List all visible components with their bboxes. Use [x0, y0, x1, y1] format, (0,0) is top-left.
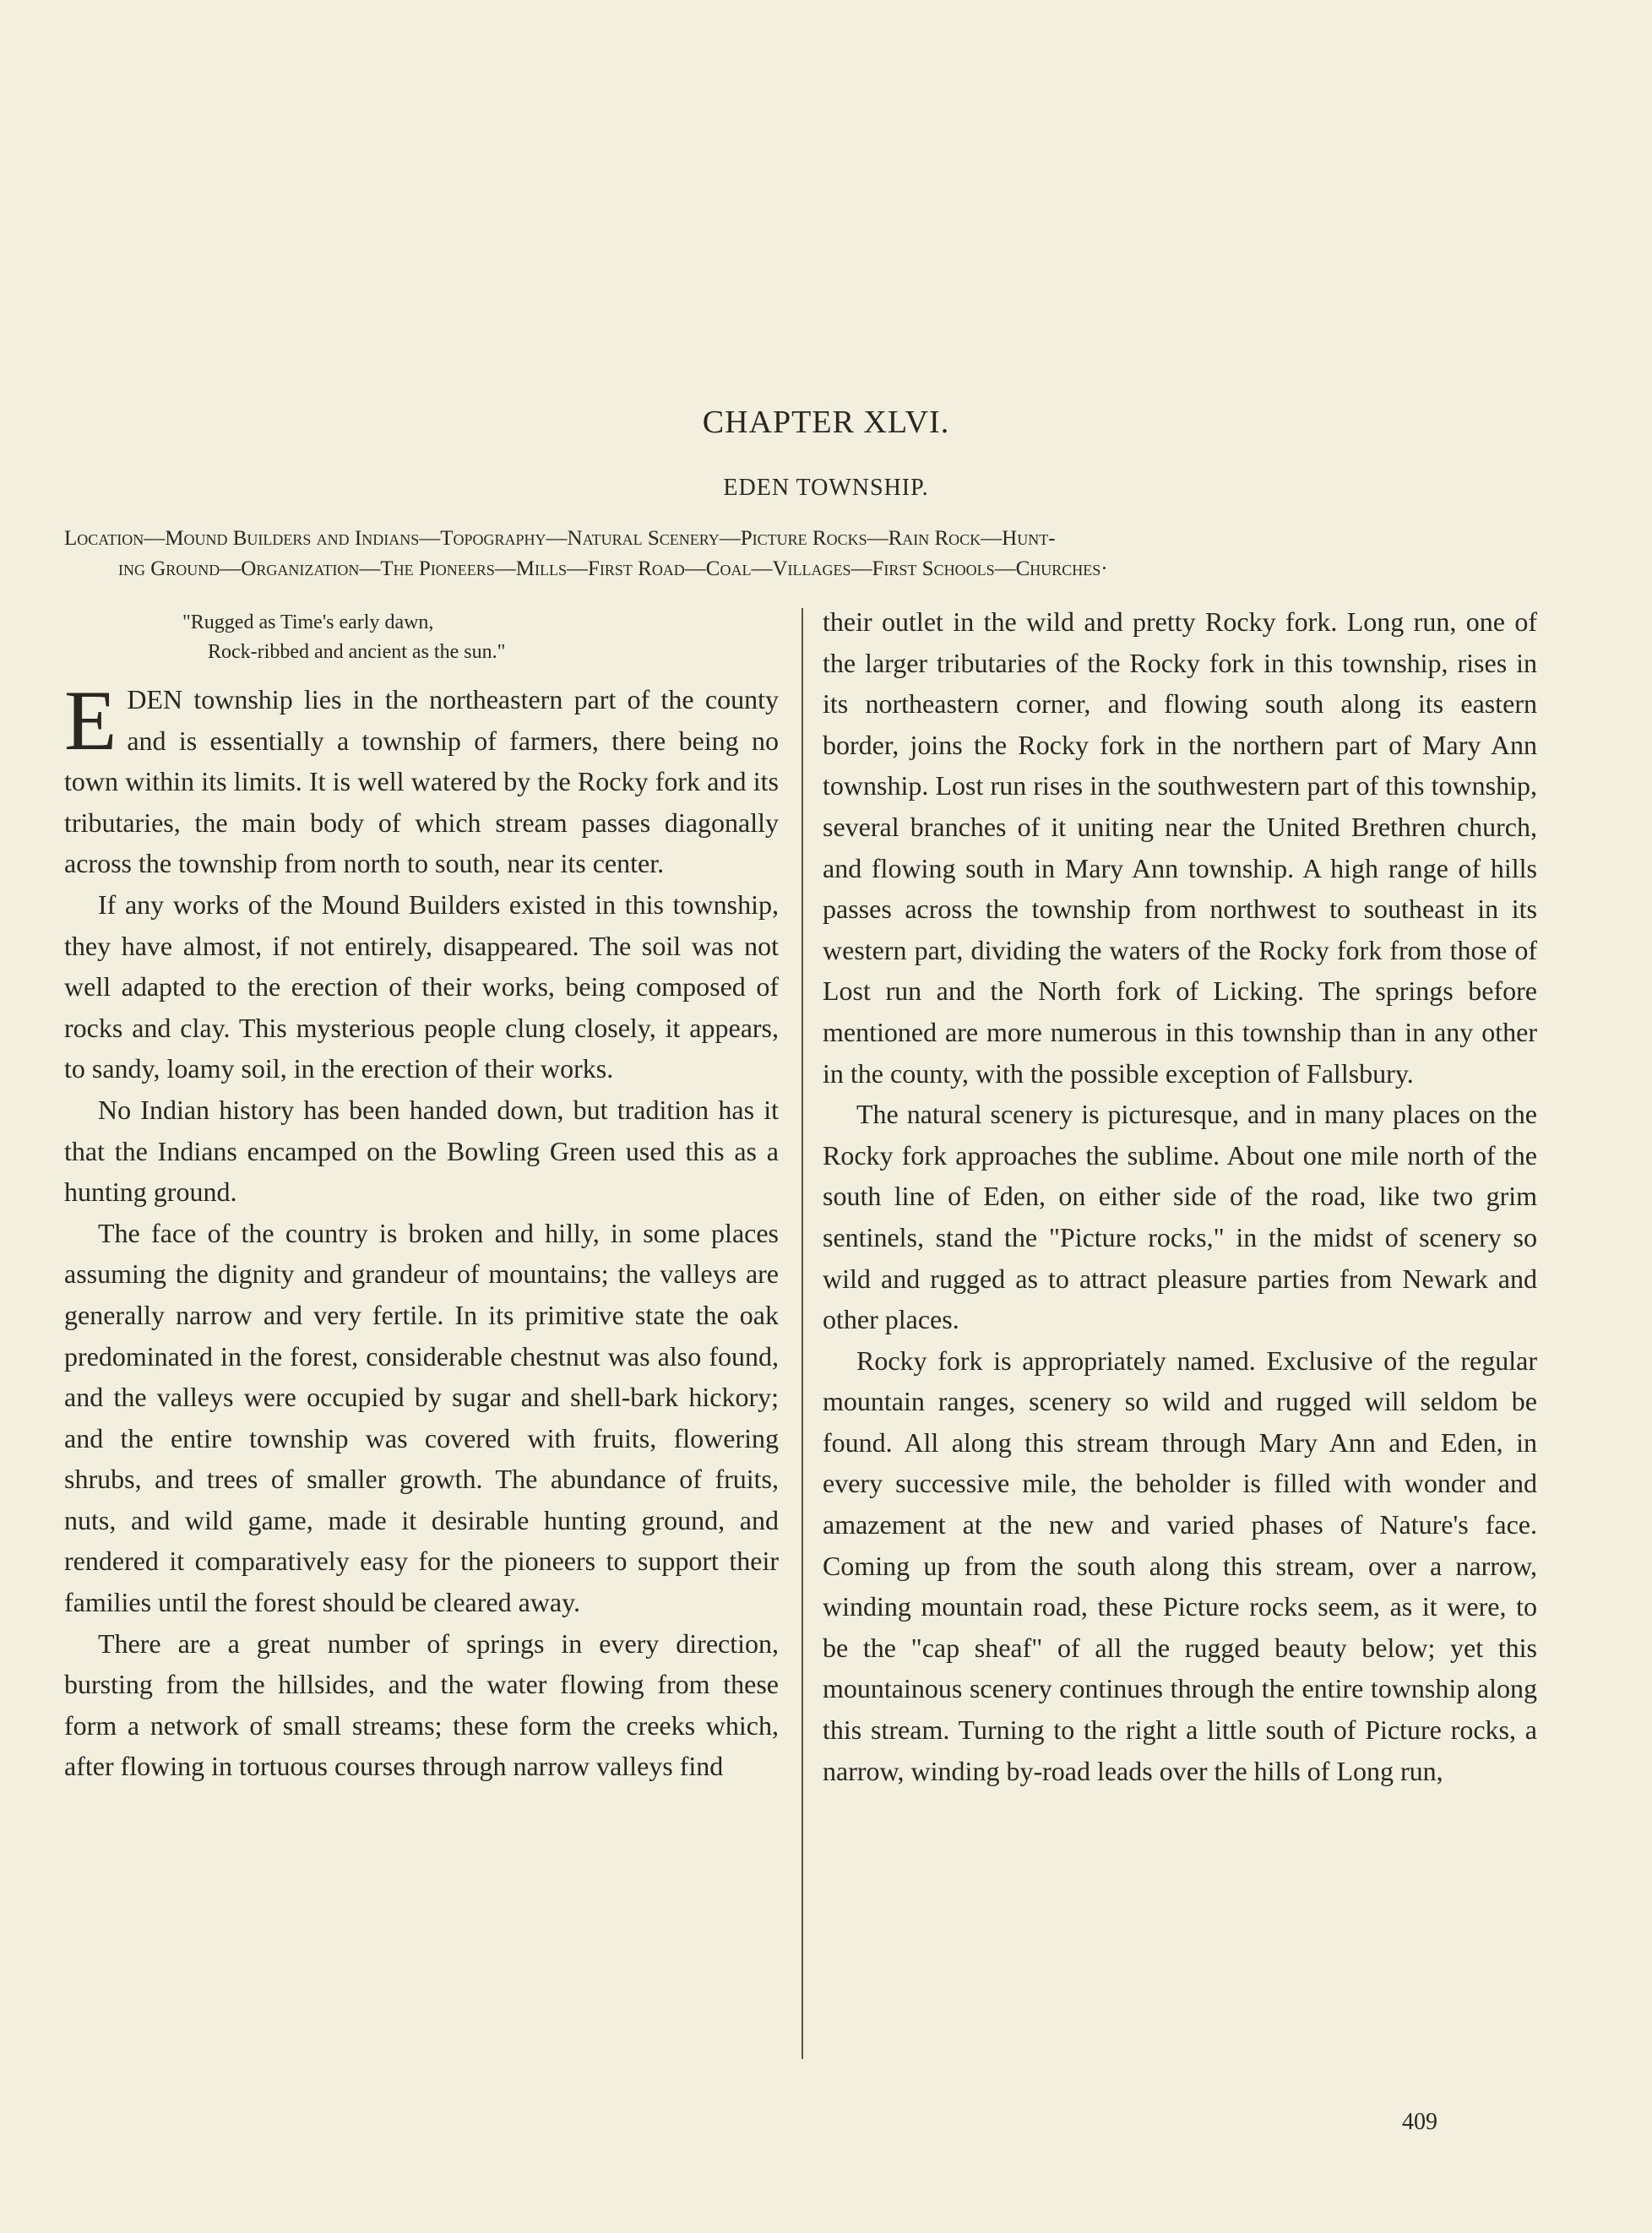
- synopsis-line: ing Ground—Organization—The Pioneers—Mills—First Road—Coal—Villages—First Schools—Churches·: [118, 557, 1108, 580]
- paragraph: their outlet in the wild and pretty Rocky fork. Long run, one of the larger tributaries of the Rocky fork in this township, rises in its northeastern corner, and flowing south along its eastern border, joins the Rocky fork in the northern part of Mary Ann township. Lost run rises in the southwestern part of this township, several branches of it uniting near the United Brethren church, and flowing south in Mary Ann township. A high range of hills passes across the township from northwest to southeast in its western part, dividing the waters of the Rocky fork from those of Lost run and the North fork of Licking. The springs before mentioned are more numerous in this township than in any other in the county, with the possible exception of Fallsbury.: [823, 606, 1537, 1089]
- epigraph-line: Rock-ribbed and ancient as the sun.": [208, 641, 506, 663]
- left-column: [64, 601, 779, 1787]
- synopsis-line: Location—Mound Builders and Indians—Topography—Natural Scenery—Picture Rocks—Rain Rock—Hunt-: [64, 527, 1056, 550]
- paragraph: [64, 673, 779, 884]
- paragraph: The face of the country is broken and hilly, in some places assuming the dignity and grandeur of mountains; the valleys are generally narrow and very fertile. In its primitive state the oak predominated in the forest, considerable chestnut was also found, and the valleys were occupied by sugar and shell-bark hickory; and the entire township was covered with fruits, flowering shrubs, and trees of smaller growth. The abundance of fruits, nuts, and wild game, made it desirable hunting ground, and rendered it comparatively easy for the pioneers to support their families until the forest should be cleared away.: [64, 1217, 779, 1618]
- epigraph-line: "Rugged as Time's early dawn,: [182, 611, 434, 633]
- column-divider: [802, 608, 803, 2059]
- page-number: 409: [1402, 2109, 1437, 2135]
- paragraph: The natural scenery is picturesque, and in many places on the Rocky fork approaches the sublime. About one mile north of the south line of Eden, on either side of the road, like two grim sentinels, stand the "Picture rocks," in the midst of scenery so wild and rugged as to attract pleasure parties from Newark and other places.: [823, 1099, 1537, 1335]
- epigraph: [64, 608, 779, 667]
- chapter-heading: CHAPTER XLVI.: [702, 405, 950, 440]
- chapter-synopsis: [64, 524, 1576, 584]
- paragraph: Rocky fork is appropriately named. Exclusive of the regular mountain ranges, scenery so wild and rugged will seldom be found. All along this stream through Mary Ann and Eden, in every successive mile, the beholder is filled with wonder and amazement at the new and varied phases of Nature's face. Coming up from the south along this stream, over a narrow, winding mountain road, these Picture rocks seem, as it were, to be the "cap sheaf" of all the rugged beauty below; yet this mountainous scenery continues through the entire township along this stream. Turning to the right a little south of Picture rocks, a narrow, winding by-road leads over the hills of Long run,: [823, 1345, 1537, 1786]
- paragraph: No Indian history has been handed down, but tradition has it that the Indians encamped on the Bowling Green used this as a hunting ground.: [64, 1094, 779, 1208]
- right-column: [823, 601, 1537, 1791]
- drop-cap: E: [64, 673, 117, 769]
- paragraph: If any works of the Mound Builders existed in this township, they have almost, if not entirely, disappeared. The soil was not well adapted to the erection of their works, being composed of rocks and clay. This mysterious people clung closely, it appears, to sandy, loamy soil, in the erection of their works.: [64, 888, 779, 1084]
- paragraph-text: DEN township lies in the northeastern part of the county and is essentially a township of farmers, there being no town within its limits. It is well watered by the Rocky fork and its tributaries, the main body of which stream passes diagonally across the township from north to south, near its center.: [64, 684, 779, 879]
- paragraph: There are a great number of springs in every direction, bursting from the hillsides, and the water flowing from these form a network of small streams; these form the creeks which, after flowing in tortuous courses through narrow valleys find: [64, 1627, 779, 1782]
- section-heading: EDEN TOWNSHIP.: [723, 475, 929, 501]
